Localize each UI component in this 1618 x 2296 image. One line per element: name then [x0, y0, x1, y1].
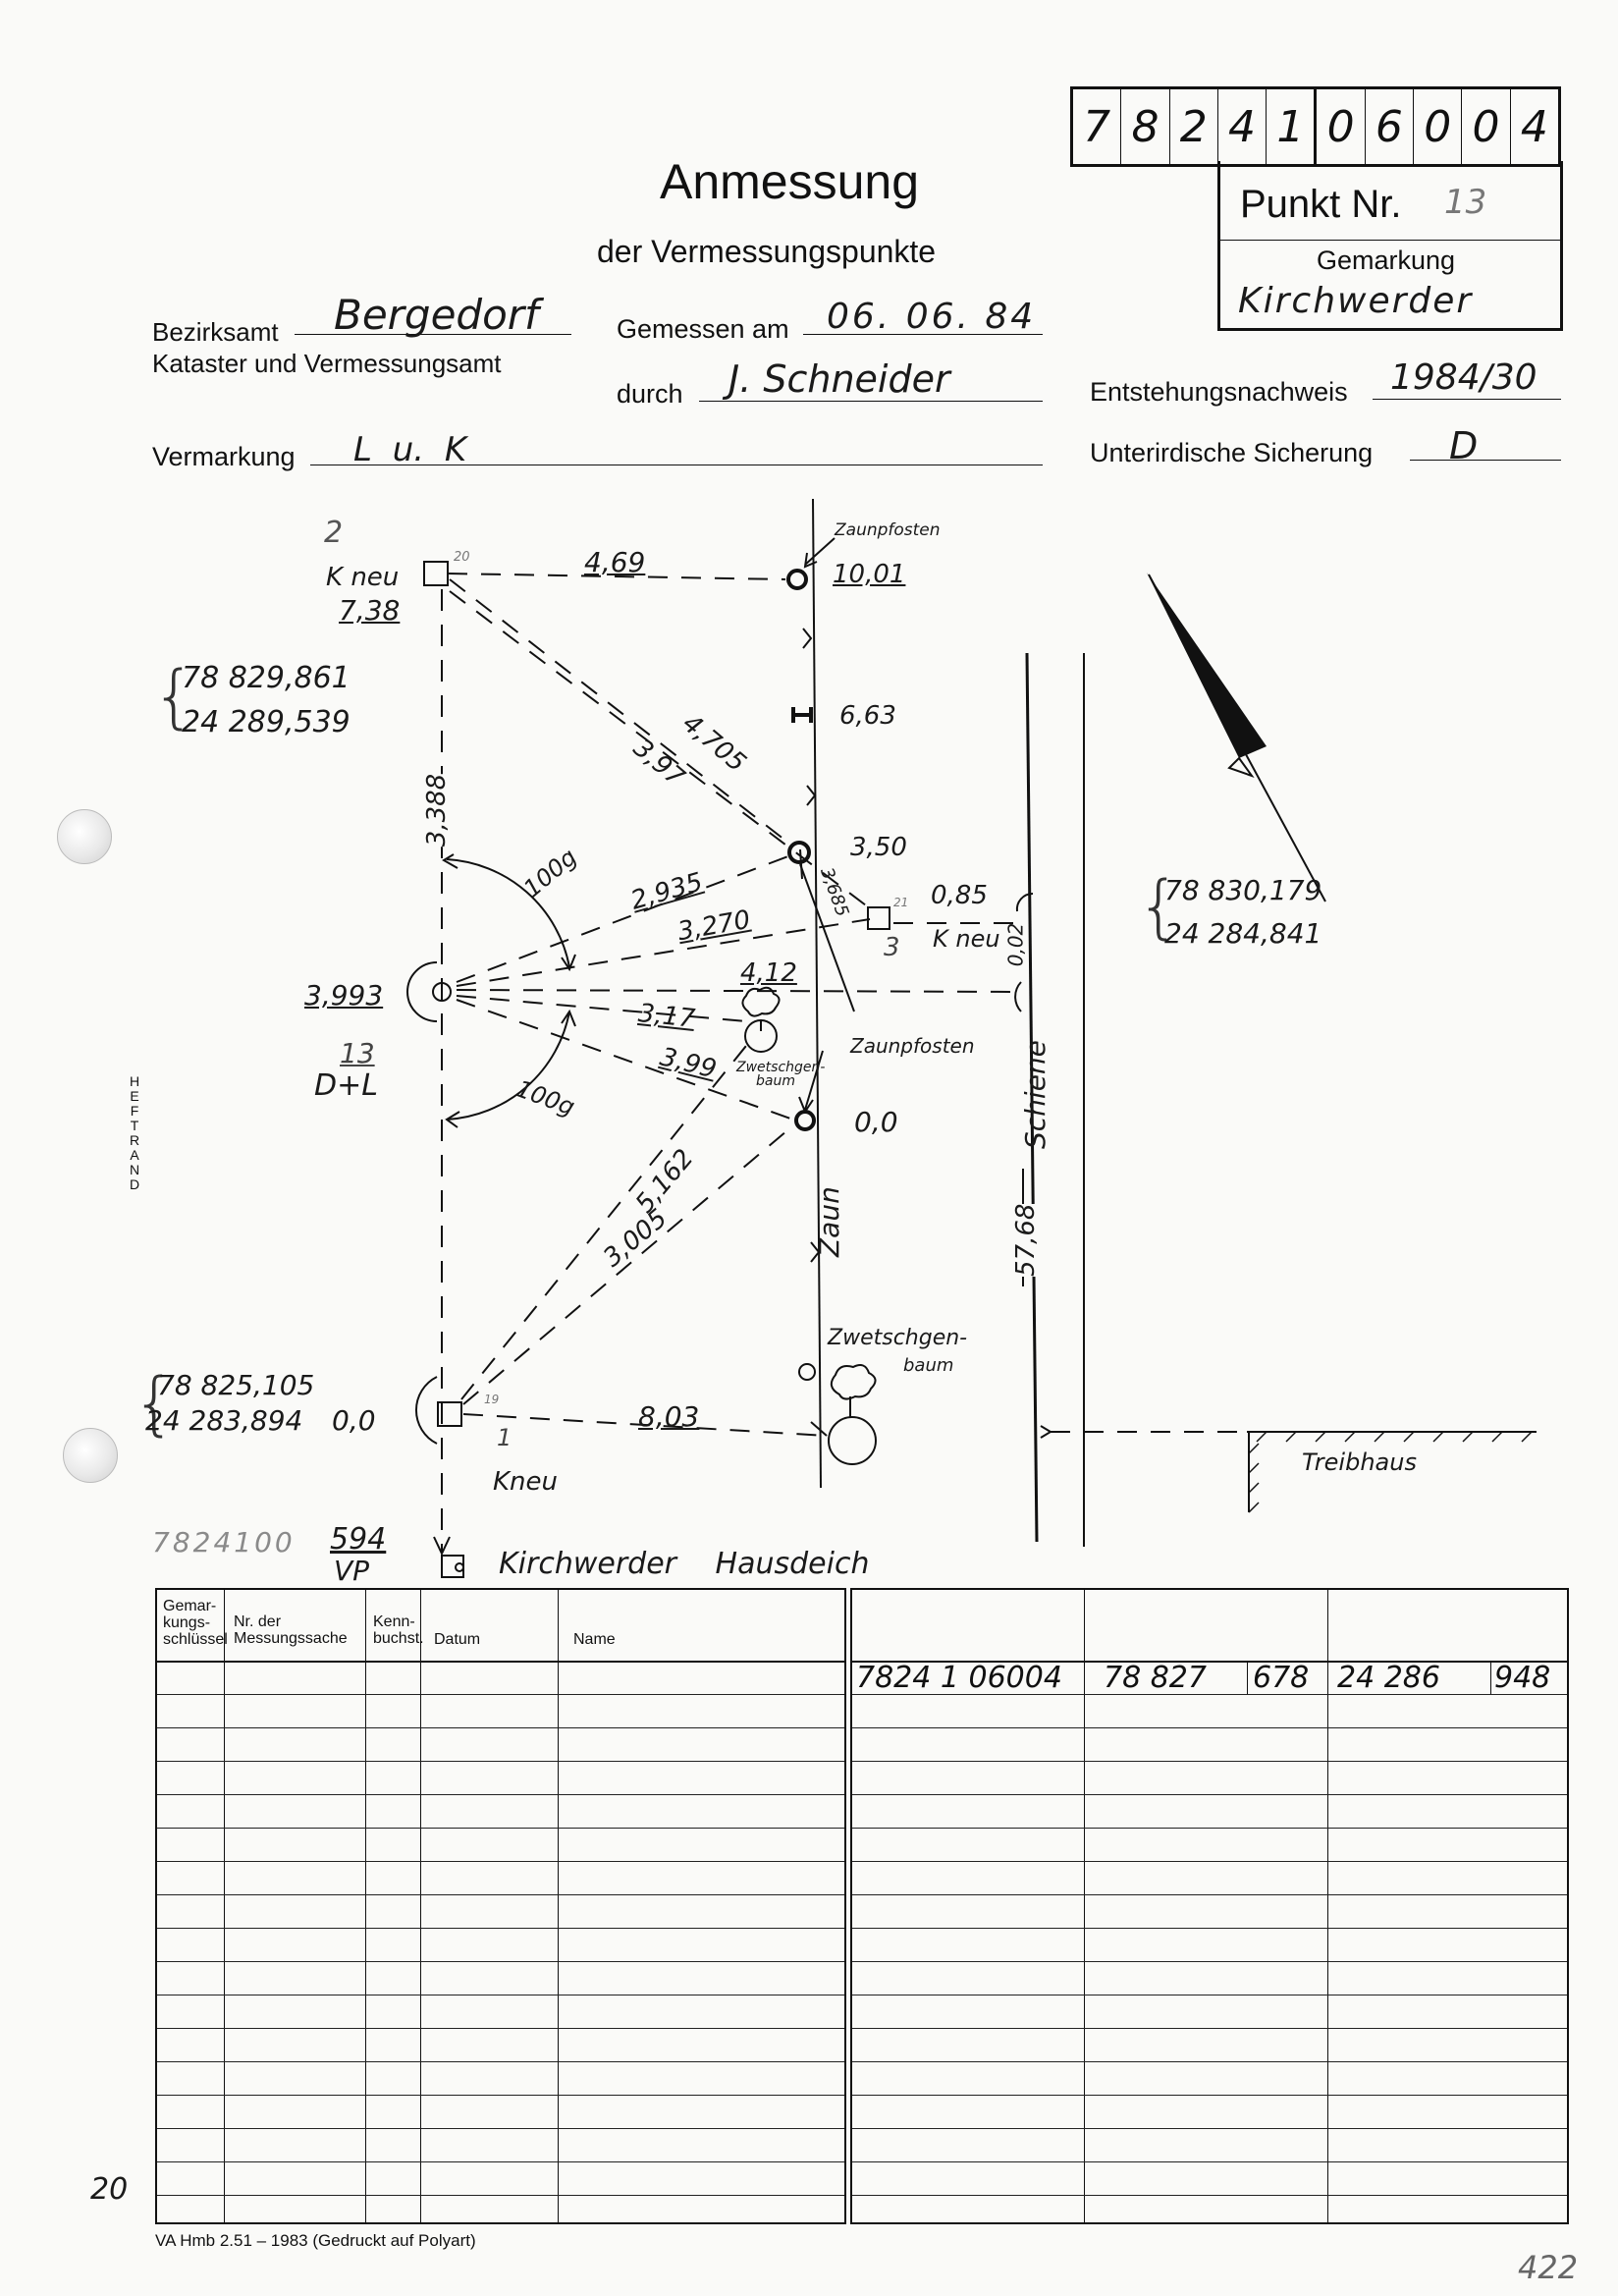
value-6-63: 6,63: [839, 701, 896, 731]
point-3-number: 3: [884, 933, 900, 962]
value-10-01: 10,01: [833, 560, 906, 589]
id-digit: 0: [1414, 89, 1462, 164]
dist-3-17: 3,17: [636, 999, 697, 1034]
coordinate-table: [850, 1588, 1569, 2224]
value-3-993: 3,993: [304, 979, 384, 1011]
row-point-number: 7824 1 06004: [856, 1661, 1062, 1695]
coord-1-x: 78 825,105: [157, 1369, 315, 1401]
angle-100-top: 100g: [518, 843, 582, 903]
point-1-small: 19: [484, 1393, 500, 1406]
point-2-small: 20: [454, 550, 470, 565]
value-3-50: 3,50: [850, 833, 907, 862]
zaun-label: Zaun: [813, 1186, 845, 1257]
coord-3-x: 78 830,179: [1164, 874, 1322, 906]
id-digit: 2: [1170, 89, 1218, 164]
durch-value: J. Schneider: [728, 357, 950, 401]
point-13-number: 13: [340, 1037, 375, 1069]
id-digit: 0: [1317, 89, 1365, 164]
dist-57-68: 57,68: [1011, 1203, 1041, 1277]
entstehung-value: 1984/30: [1390, 357, 1537, 398]
gemarkung-label: Gemarkung: [1317, 246, 1456, 275]
row-x-main: 78 827: [1104, 1661, 1207, 1695]
punch-hole: [63, 1428, 118, 1483]
angle-100-bottom: 100g: [512, 1074, 578, 1121]
dist-3-99: 3,99: [657, 1042, 720, 1085]
point-3-kneu: K neu: [933, 925, 1000, 953]
schiene-label: Schiene: [1019, 1040, 1052, 1149]
id-digit: 8: [1121, 89, 1169, 164]
point-1-number: 1: [497, 1424, 512, 1451]
zaunpfosten-mid-label: Zaunpfosten: [850, 1034, 975, 1058]
bezirksamt-value: Bergedorf: [334, 291, 539, 339]
durch-label: durch: [617, 379, 683, 409]
form-code: VA Hmb 2.51 – 1983 (Gedruckt auf Polyart): [155, 2231, 476, 2250]
deich-label: Kirchwerder Hausdeich: [499, 1547, 870, 1581]
coord-2-y: 24 289,539: [182, 705, 351, 739]
vp-center-dot: [455, 1562, 464, 1572]
col-header-name: Name: [573, 1631, 616, 1648]
punkt-value: 13: [1444, 183, 1487, 222]
col-header-gemar: Gemar- kungs- schlüssel: [163, 1598, 228, 1648]
zaunpfosten-top-label: Zaunpfosten: [835, 520, 941, 540]
id-digit: 6: [1366, 89, 1414, 164]
page-number-right: 422: [1518, 2249, 1579, 2286]
page-subtitle: der Vermessungspunkte: [597, 234, 937, 269]
zwetschgen-small-a: Zwetschgen-: [736, 1060, 826, 1075]
zwetschgen-small-b: baum: [756, 1073, 795, 1089]
dist-0-85: 0,85: [931, 881, 988, 910]
dist-4-69: 4,69: [584, 546, 646, 578]
zwetschgen-label-a: Zwetschgen-: [828, 1326, 968, 1350]
dist-3-388: 3,388: [422, 773, 453, 847]
north-arrow-icon: [1147, 573, 1325, 902]
punch-hole: [57, 809, 112, 864]
coord-3-y: 24 284,841: [1164, 917, 1322, 950]
dist-3-685: 3,685: [816, 864, 853, 920]
col-header-kenn: Kenn- buchst.: [373, 1613, 424, 1647]
dist-3-005: 3,005: [598, 1203, 674, 1274]
id-digit: 0: [1462, 89, 1510, 164]
value-0-0: 0,0: [854, 1106, 898, 1138]
vermarkung-label: Vermarkung: [152, 442, 296, 471]
vp-number-gray: 7824100: [152, 1526, 296, 1558]
row-y-main: 24 286: [1337, 1661, 1440, 1695]
sicherung-label: Unterirdische Sicherung: [1090, 438, 1374, 467]
page-number-left: 20: [90, 2172, 129, 2207]
heftrand-label: H E F T R A N D: [129, 1073, 140, 1192]
dist-3-97: 3,97: [627, 733, 690, 793]
gemessen-value: 06. 06. 84: [827, 297, 1037, 337]
treibhaus-label: Treibhaus: [1302, 1449, 1417, 1476]
coord-1-y: 24 283,894: [145, 1404, 303, 1437]
entstehung-label: Entstehungsnachweis: [1090, 377, 1348, 407]
page-title: Anmessung: [660, 154, 920, 209]
dist-4-12: 4,12: [740, 958, 797, 988]
punkt-label: Punkt Nr.: [1240, 183, 1402, 226]
point-1-kneu: Kneu: [493, 1467, 559, 1497]
dist-4-705: 4,705: [676, 708, 752, 779]
gemessen-label: Gemessen am: [617, 314, 789, 344]
coord-2-x: 78 829,861: [182, 661, 351, 695]
col-header-datum: Datum: [434, 1631, 481, 1648]
id-digit: 1: [1267, 89, 1317, 164]
row-x-fraction: 678: [1253, 1661, 1310, 1695]
row-y-fraction: 948: [1494, 1661, 1551, 1695]
dist-0-02: 0,02: [1003, 922, 1028, 967]
vp-number-bold: 594: [330, 1522, 387, 1557]
vp-label: VP: [334, 1555, 370, 1587]
gemarkung-value: Kirchwerder: [1238, 281, 1474, 321]
point-13-marking: D+L: [314, 1068, 378, 1103]
point-2-value: 7,38: [339, 594, 401, 627]
id-digit: 4: [1520, 101, 1548, 152]
sicherung-value: D: [1449, 424, 1479, 467]
dist-2-935: 2,935: [627, 867, 707, 916]
kataster-label: Kataster und Vermessungsamt: [152, 349, 502, 378]
dist-5-162: 5,162: [629, 1143, 700, 1220]
dist-3-270: 3,270: [674, 904, 753, 948]
point-2-kneu: K neu: [326, 563, 400, 592]
bezirksamt-label: Bezirksamt: [152, 317, 279, 347]
id-digit: 4: [1218, 89, 1267, 164]
zwetschgen-label-b: baum: [903, 1355, 954, 1376]
dist-8-03: 8,03: [638, 1400, 700, 1433]
id-digit: 7: [1073, 89, 1121, 164]
point-2-number: 2: [324, 516, 344, 550]
point-1-value: 0,0: [332, 1404, 376, 1437]
point-3-small: 21: [893, 896, 909, 909]
col-header-nr: Nr. der Messungssache: [234, 1613, 348, 1647]
history-table: [155, 1588, 846, 2224]
vermarkung-value: L u. K: [353, 430, 467, 469]
